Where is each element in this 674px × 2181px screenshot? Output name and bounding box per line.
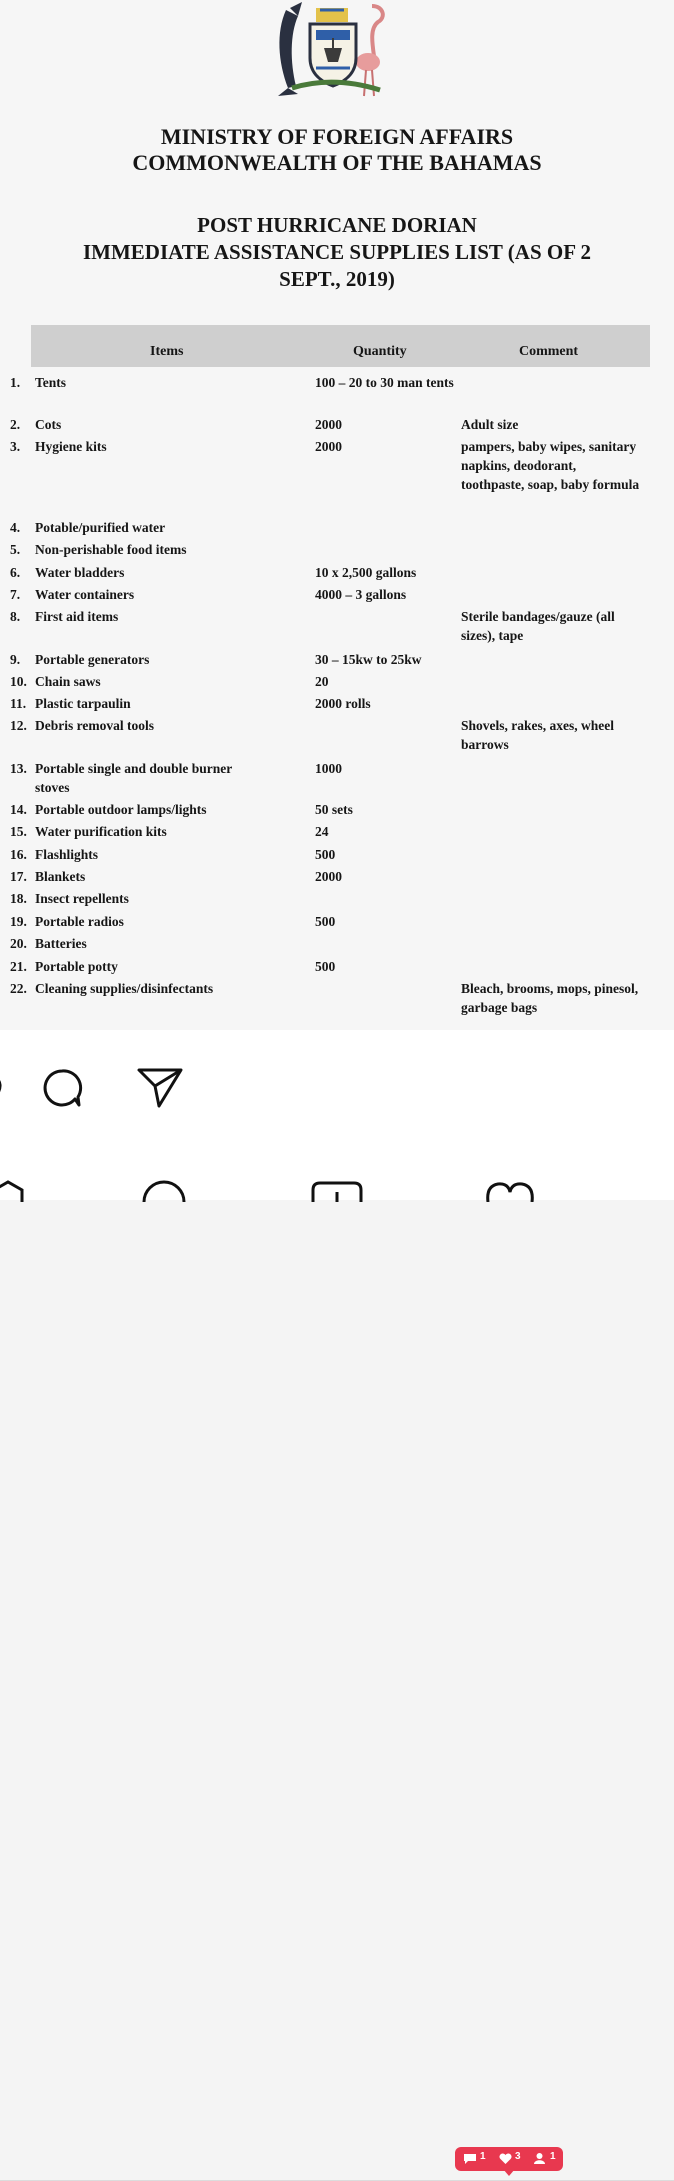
row-number: 15. — [10, 824, 27, 839]
row-item: Insect repellents — [35, 891, 129, 906]
ministry-line-2: COMMONWEALTH OF THE BAHAMAS — [132, 150, 542, 175]
row-number: 3. — [10, 439, 21, 454]
row-item: Water purification kits — [35, 824, 167, 839]
row-quantity: 500 — [315, 959, 336, 974]
header-quantity: Quantity — [353, 344, 407, 359]
row-item: Water bladders — [35, 565, 125, 580]
row-quantity: 20 — [315, 674, 329, 689]
row-item: First aid items — [35, 609, 119, 624]
row-quantity: 2000 — [315, 439, 342, 454]
row-number: 21. — [10, 959, 27, 974]
row-number: 10. — [10, 674, 27, 689]
row-comment: Adult size — [461, 417, 519, 432]
row-item: Portable potty — [35, 959, 118, 974]
row-quantity: 500 — [315, 847, 336, 862]
row-number: 11. — [10, 696, 27, 711]
ministry-line-1: MINISTRY OF FOREIGN AFFAIRS — [160, 124, 514, 149]
activity-icon[interactable] — [484, 1180, 536, 1202]
row-item-continued: stoves — [35, 780, 70, 795]
coat-of-arms-emblem — [268, 2, 398, 98]
row-number: 22. — [10, 981, 27, 996]
row-quantity: 2000 — [315, 417, 342, 432]
list-title — [0, 212, 674, 293]
search-icon[interactable] — [138, 1180, 190, 1202]
row-quantity: 10 x 2,500 gallons — [315, 565, 417, 580]
row-item: Cots — [35, 417, 62, 432]
follow-count: 1 — [550, 2151, 556, 2162]
row-item: Potable/purified water — [35, 520, 166, 535]
row-number: 20. — [10, 936, 27, 951]
header-items: Items — [150, 344, 184, 359]
row-quantity: 2000 rolls — [315, 696, 371, 711]
row-comment: Shovels, rakes, axes, wheel barrows — [461, 718, 614, 752]
instagram-action-bar — [0, 1030, 674, 2162]
row-item: Non-perishable food items — [35, 542, 187, 557]
title-line-3: SEPT., 2019) — [279, 267, 395, 291]
row-quantity: 24 — [315, 824, 329, 839]
row-comment: Bleach, brooms, mops, pinesol, garbage bags — [461, 981, 639, 1015]
row-item: Portable single and double burner — [35, 761, 233, 776]
home-icon[interactable] — [0, 1180, 26, 1202]
row-number: 12. — [10, 718, 27, 733]
row-number: 16. — [10, 847, 27, 862]
row-number: 1. — [10, 375, 21, 390]
row-item: Batteries — [35, 936, 87, 951]
row-item: Water containers — [35, 587, 135, 602]
row-item: Chain saws — [35, 674, 101, 689]
row-comment: Sterile bandages/gauze (all sizes), tape — [461, 609, 615, 643]
row-item: Cleaning supplies/disinfectants — [35, 981, 214, 996]
row-number: 13. — [10, 761, 27, 776]
row-number: 4. — [10, 520, 21, 535]
row-quantity: 50 sets — [315, 802, 353, 817]
row-quantity: 2000 — [315, 869, 342, 884]
row-item: Plastic tarpaulin — [35, 696, 131, 711]
row-quantity: 30 – 15kw to 25kw — [315, 652, 422, 667]
row-number: 8. — [10, 609, 21, 624]
activity-notification-bubble[interactable] — [455, 2147, 563, 2171]
ministry-heading — [0, 124, 674, 176]
share-icon[interactable] — [135, 1064, 185, 1110]
comment-count: 1 — [480, 2151, 486, 2162]
row-item: Portable radios — [35, 914, 124, 929]
row-number: 14. — [10, 802, 27, 817]
row-item: Blankets — [35, 869, 86, 884]
row-item: Hygiene kits — [35, 439, 107, 454]
notification-pointer — [503, 2169, 515, 2176]
row-item: Debris removal tools — [35, 718, 154, 733]
row-quantity: 4000 – 3 gallons — [315, 587, 407, 602]
row-number: 2. — [10, 417, 21, 432]
row-quantity: 100 – 20 to 30 man tents — [315, 375, 454, 390]
title-line-1: POST HURRICANE DORIAN — [197, 213, 477, 237]
comment-icon[interactable] — [40, 1066, 84, 1110]
row-item: Tents — [35, 375, 67, 390]
row-number: 5. — [10, 542, 21, 557]
row-item: Portable generators — [35, 652, 150, 667]
header-comment: Comment — [519, 344, 579, 359]
row-number: 17. — [10, 869, 27, 884]
document-page — [0, 0, 674, 1030]
row-number: 9. — [10, 652, 21, 667]
comment-count-icon — [463, 2153, 477, 2165]
like-count: 3 — [515, 2151, 521, 2162]
row-quantity: 500 — [315, 914, 336, 929]
row-quantity: 1000 — [315, 761, 342, 776]
row-number: 6. — [10, 565, 21, 580]
row-comment: pampers, baby wipes, sanitary napkins, deodorant, toothpaste, soap, baby formula — [461, 439, 640, 492]
row-item: Portable outdoor lamps/lights — [35, 802, 207, 817]
row-number: 18. — [10, 891, 27, 906]
follow-count-icon — [533, 2152, 546, 2165]
add-post-icon[interactable] — [310, 1180, 364, 1202]
title-line-2: IMMEDIATE ASSISTANCE SUPPLIES LIST (AS OF 2 — [82, 240, 592, 264]
row-number: 19. — [10, 914, 27, 929]
row-item: Flashlights — [35, 847, 99, 862]
row-number: 7. — [10, 587, 21, 602]
like-count-icon — [499, 2153, 512, 2165]
like-icon[interactable] — [0, 1070, 8, 1110]
